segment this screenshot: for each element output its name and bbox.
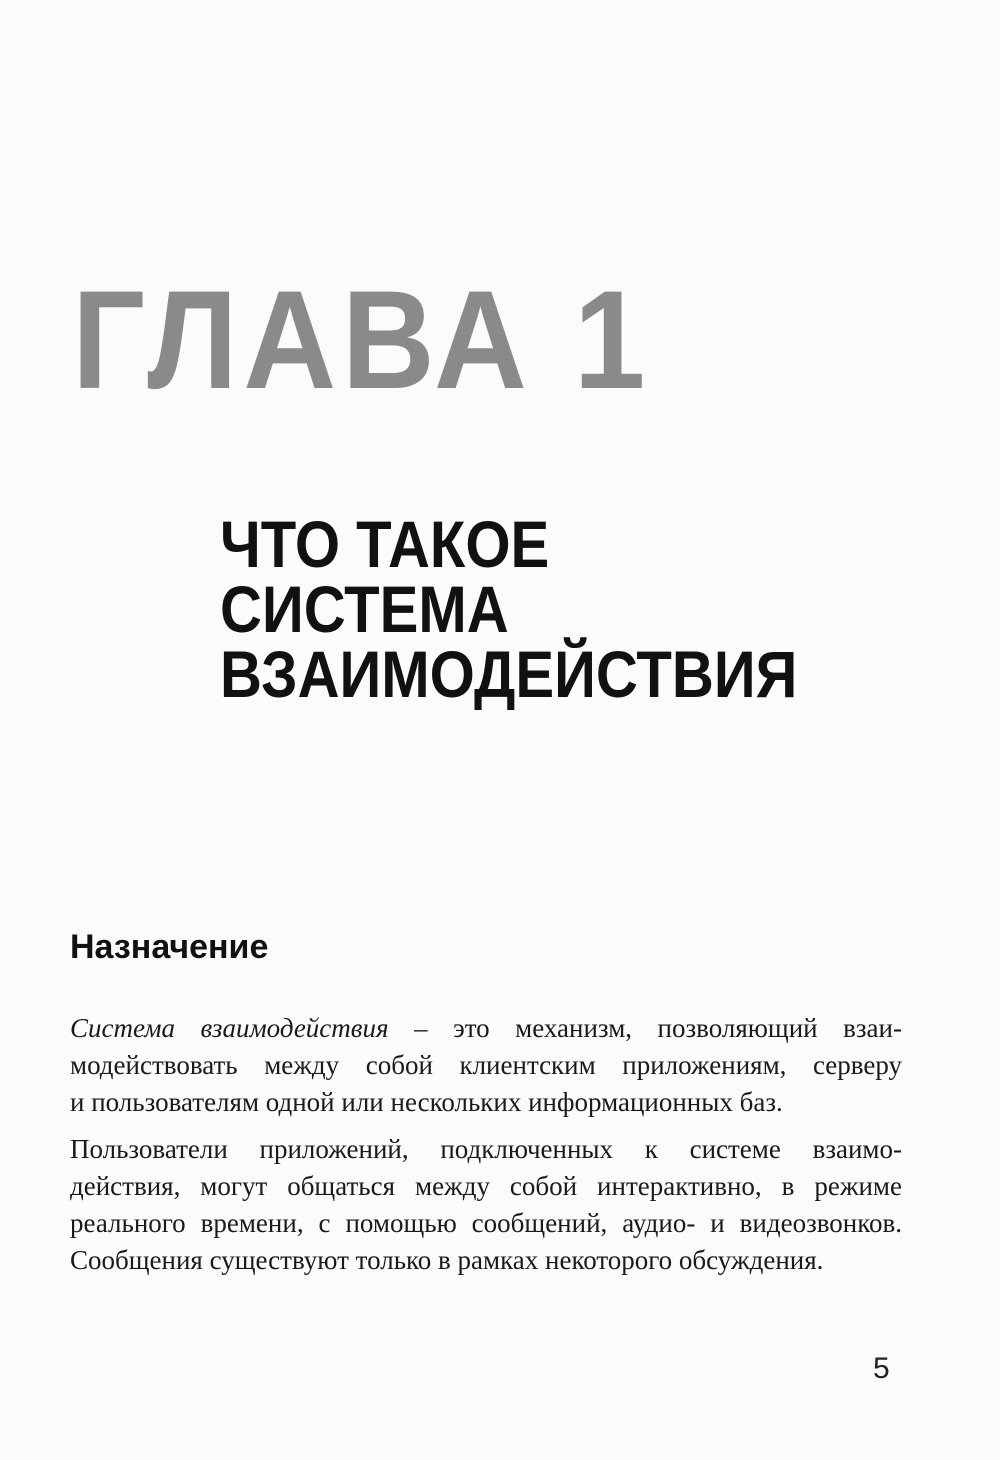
defined-term: Система взаимодействия: [70, 1013, 389, 1043]
text-line: и пользователям одной или нескольких информационных баз.: [70, 1087, 783, 1117]
text-line: Пользователи приложений, подключенных к системе взаимо-: [70, 1134, 902, 1164]
chapter-title-line: ЧТО ТАКОЕ: [220, 507, 550, 581]
text-line: модействовать между собой клиентским приложениям, серверу: [70, 1050, 902, 1080]
paragraph-users: [70, 1131, 902, 1279]
text-line: [70, 1010, 902, 1047]
chapter-title-line: СИСТЕМА: [220, 572, 509, 646]
paragraph-definition: [70, 1010, 902, 1121]
chapter-label: ГЛАВА 1: [72, 261, 651, 418]
page-number: 5: [873, 1352, 890, 1385]
text-line: реального времени, с помощью сообщений, аудио- и видеозвонков.: [70, 1208, 902, 1238]
chapter-title-line: ВЗАИМОДЕЙСТВИЯ: [220, 637, 798, 711]
chapter-title: [220, 507, 798, 711]
text-line-rest: – это механизм, позволяющий взаи-: [388, 1013, 902, 1043]
section-heading: Назначение: [70, 928, 269, 966]
text-line: действия, могут общаться между собой интерактивно, в режиме: [70, 1171, 902, 1201]
text-line: Сообщения существуют только в рамках некоторого обсуждения.: [70, 1245, 824, 1275]
